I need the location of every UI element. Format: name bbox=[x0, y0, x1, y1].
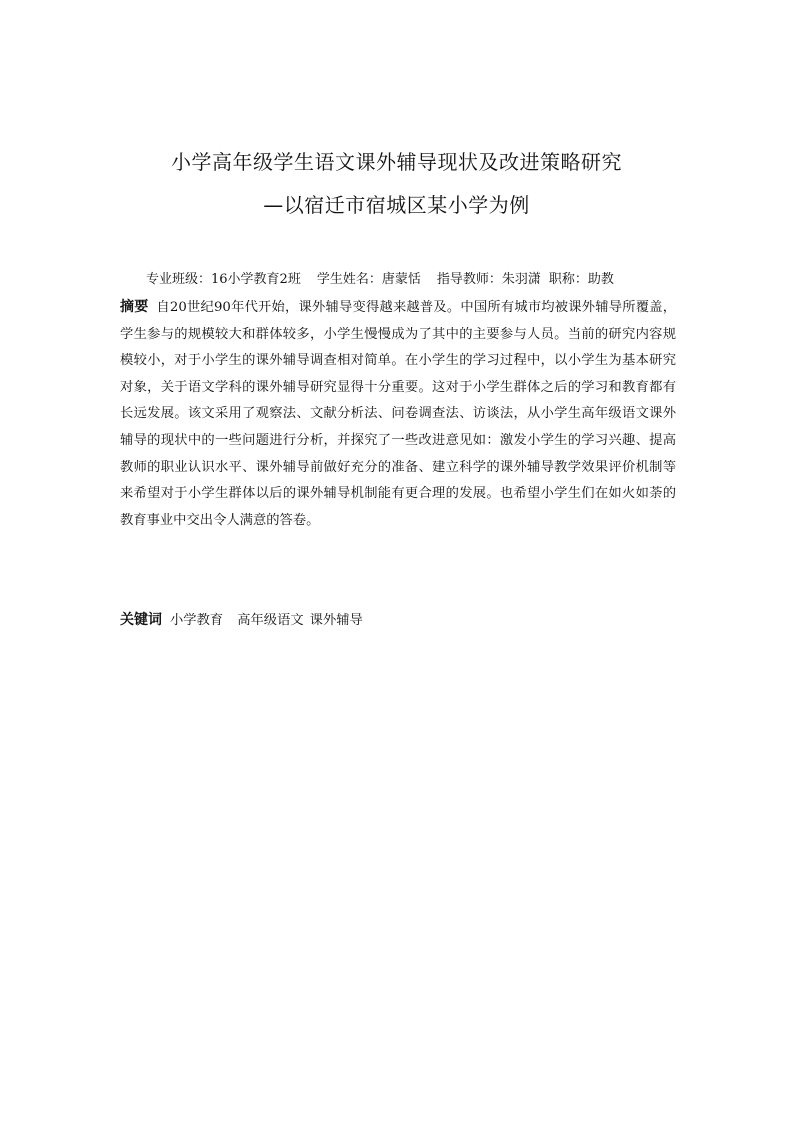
keyword-item: 课外辅导 bbox=[309, 613, 363, 628]
keywords-label: 关键词 bbox=[120, 612, 162, 628]
major-class: 专业班级：16小学教育2班 bbox=[146, 272, 301, 287]
advisor-name: 指导教师：朱羽潇 bbox=[436, 272, 541, 287]
student-name: 学生姓名：唐蒙恬 bbox=[316, 272, 421, 287]
keywords-section bbox=[120, 609, 363, 629]
keyword-item: 小学教育 bbox=[170, 613, 224, 628]
abstract-section bbox=[120, 294, 676, 534]
page-title: 小学高年级学生语文课外辅导现状及改进策略研究 bbox=[171, 150, 622, 174]
page-subtitle: —以宿迁市宿城区某小学为例 bbox=[263, 193, 530, 217]
advisor-rank: 职称：助教 bbox=[548, 272, 614, 287]
author-info-line bbox=[146, 268, 614, 287]
keyword-item: 高年级语文 bbox=[237, 613, 304, 628]
abstract-text: 自20世纪90年代开始，课外辅导变得越来越普及。中国所有城市均被课外辅导所覆盖，学生参与的规模较大和群体较多，小学生慢慢成为了其中的主要参与人员。当前的研究内容规模较小，对于小学生的课外辅导调查相对简单。在小学生的学习过程中，以小学生为基本研究对象，关于语文学科的课外辅导研究显得十分重要。这对于小学生群体之后的学习和教育都有长远发展。该文采用了观察法、文献分析法、问卷调查法、访谈法，从小学生高年级语文课外辅导的现状中的一些问题进行分析，并探究了一些改进意见如：激发小学生的学习兴趣、提高教师的职业认识水平、课外辅导前做好充分的准备、建立科学的课外辅导教学效果评价机制等来希望对于小学生群体以后的课外辅导机制能有更合理的发展。也希望小学生们在如火如荼的教育事业中交出令人满意的答卷。 bbox=[120, 300, 677, 528]
abstract-label: 摘要 bbox=[120, 299, 149, 315]
